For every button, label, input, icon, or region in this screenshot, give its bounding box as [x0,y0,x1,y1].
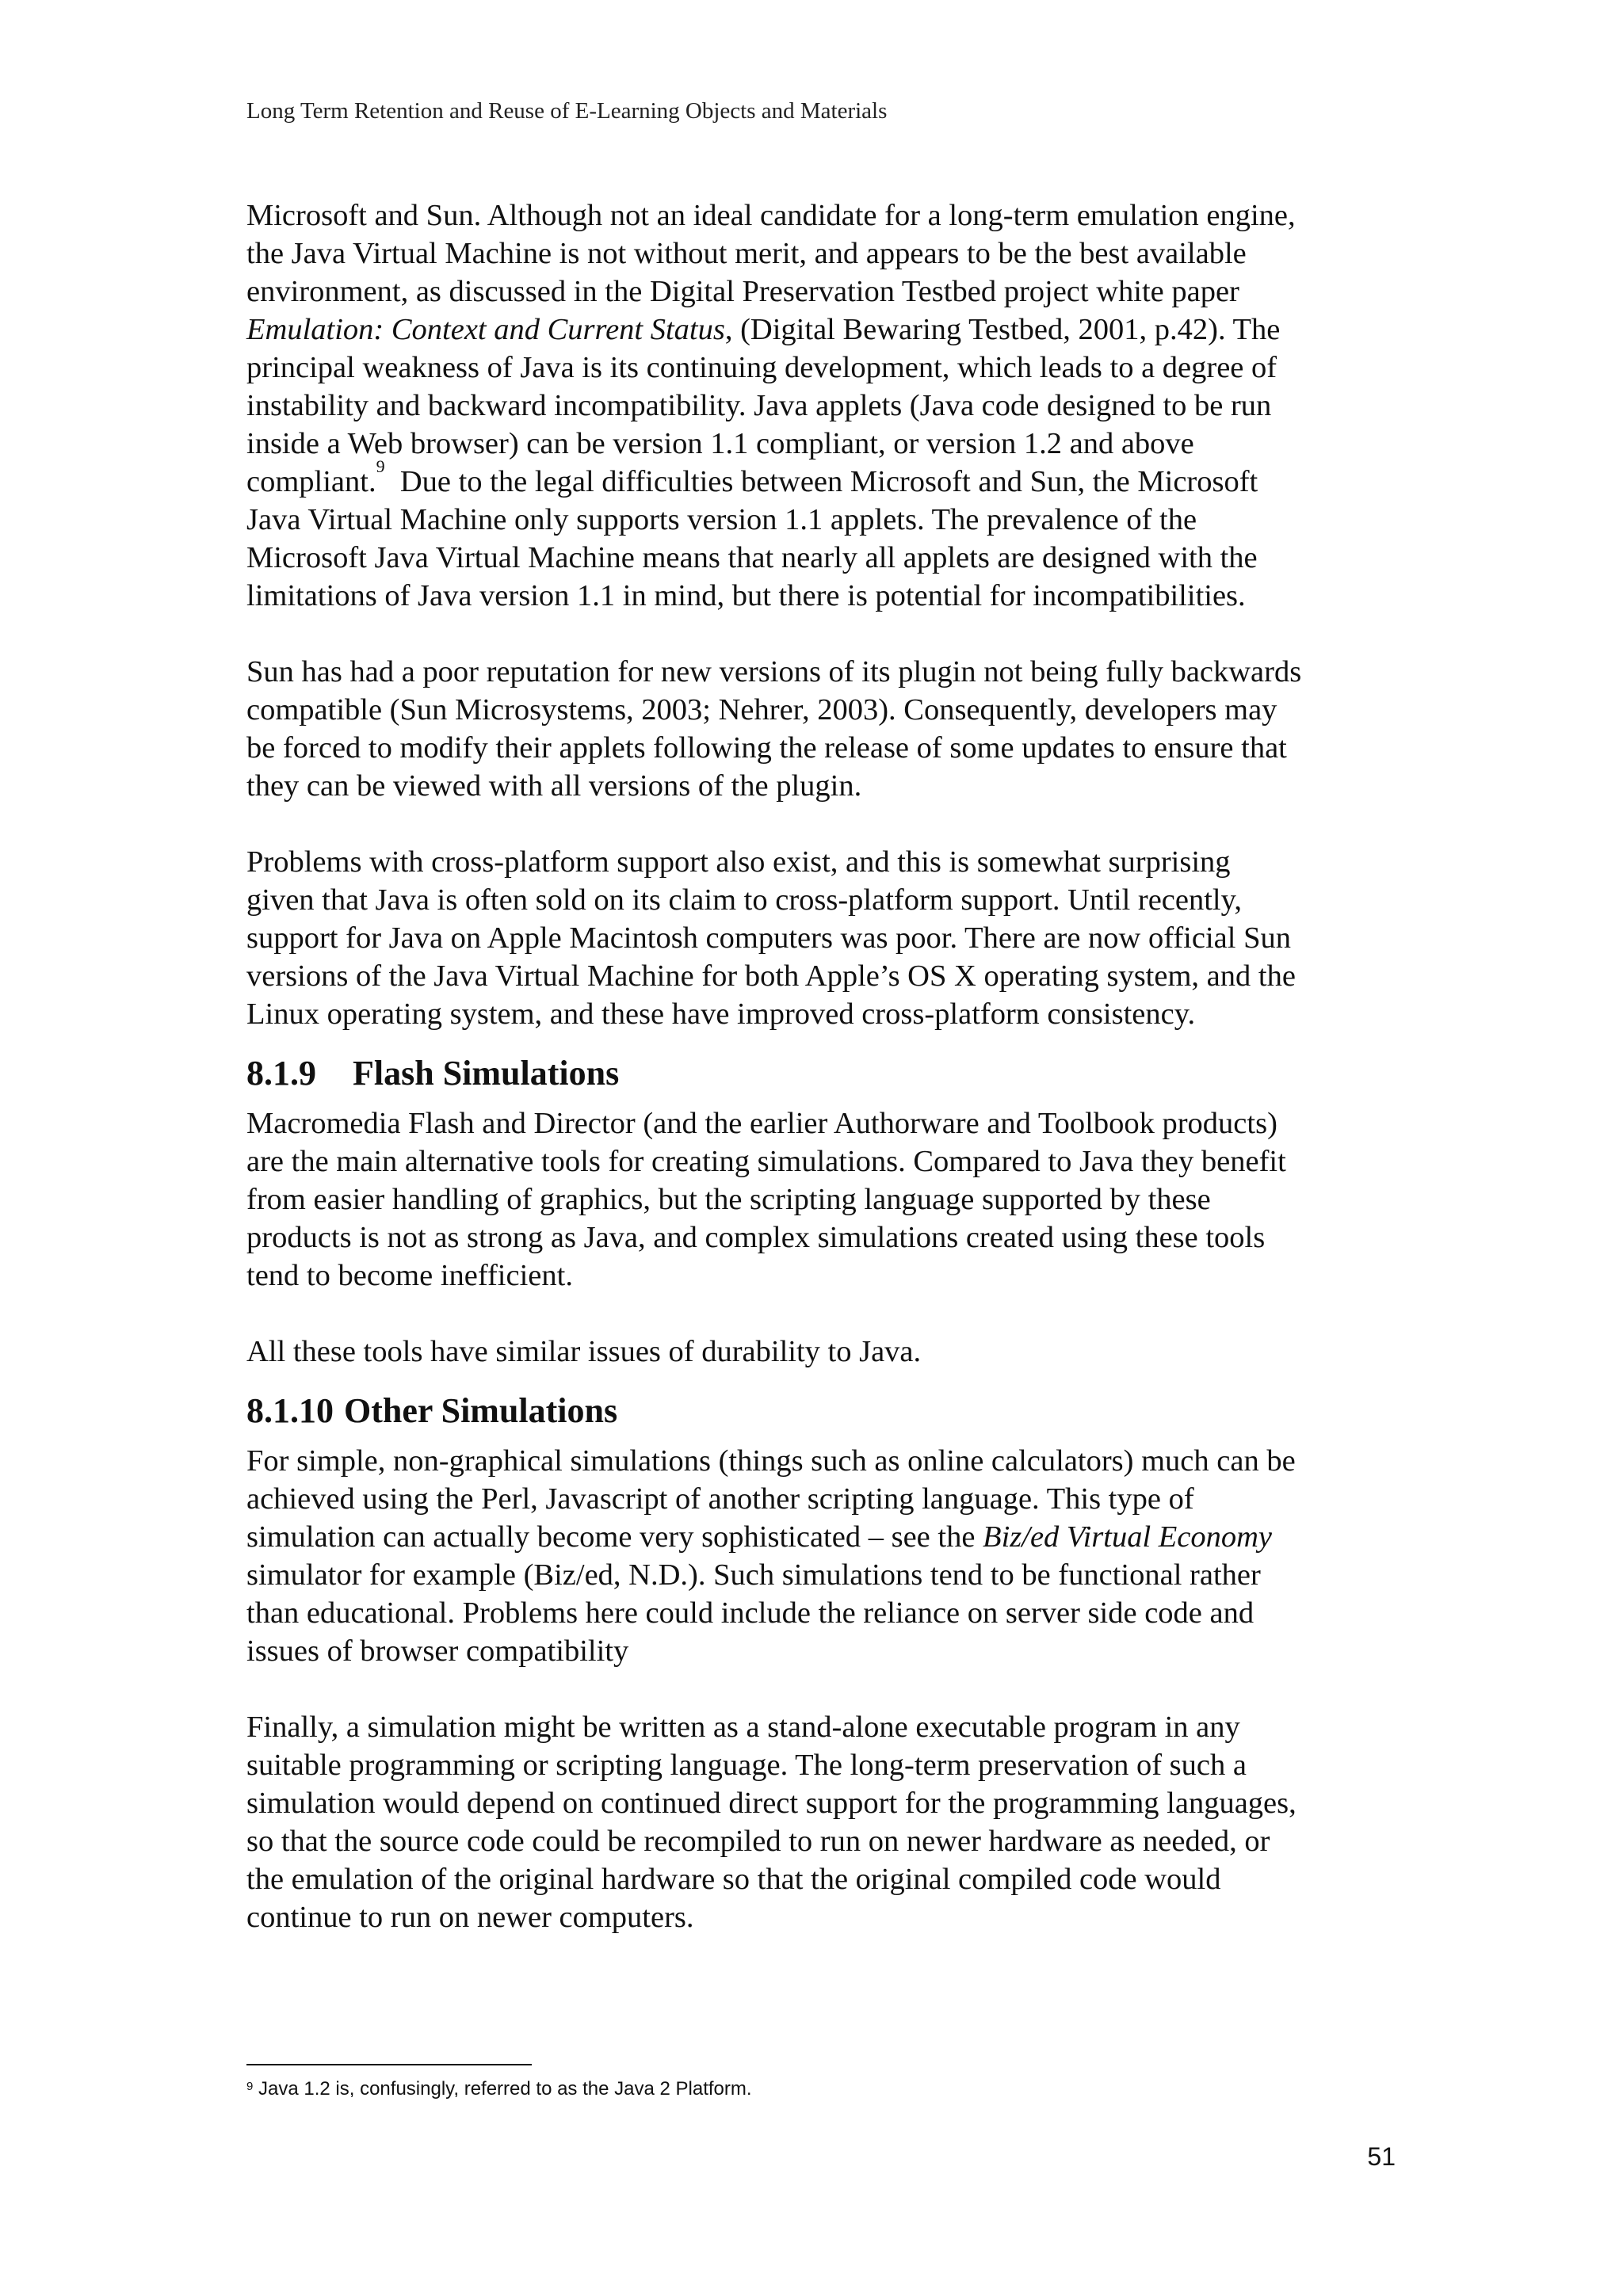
text-line: Problems with cross-platform support also exist, and this is somewhat surprising [246,845,1231,879]
text-line: suitable programming or scripting language. The long-term preservation of such a [246,1749,1247,1782]
section-heading-8-1-10 [246,1387,1396,1435]
text-line: Microsoft Java Virtual Machine means that nearly all applets are designed with the [246,541,1258,574]
text-line: from easier handling of graphics, but the scripting language supported by these [246,1183,1211,1216]
paragraph [246,843,1396,1033]
text-line: given that Java is often sold on its claim to cross-platform support. Until recently, [246,883,1242,917]
text-line: Java Virtual Machine only supports version 1.1 applets. The prevalence of the [246,503,1197,536]
text-line: compatible (Sun Microsystems, 2003; Nehrer, 2003). Consequently, developers may [246,693,1277,727]
text-line: achieved using the Perl, Javascript of another scripting language. This type of [246,1482,1194,1516]
section-number: 8.1.9 [246,1054,316,1093]
paragraph [246,196,1396,615]
text-line: environment, as discussed in the Digital Preservation Testbed project white paper [246,275,1239,308]
text-line [246,311,1396,349]
text-line: Linux operating system, and these have improved cross-platform consistency. [246,997,1196,1031]
paragraph [246,653,1396,805]
text-line: All these tools have similar issues of durability to Java. [246,1335,922,1368]
page-number: 51 [1367,2142,1396,2171]
text-line: limitations of Java version 1.1 in mind, but there is potential for incompatibilities. [246,579,1246,612]
text-line: products is not as strong as Java, and complex simulations created using these tools [246,1221,1266,1254]
paragraph [246,1708,1396,1936]
footnote-reference[interactable]: 9 [376,456,385,476]
text-fragment: simulation can actually become very sophisticated – see the [246,1520,983,1554]
text-line [246,456,1396,501]
text-fragment: compliant. [246,465,376,498]
text-line: support for Java on Apple Macintosh computers was poor. There are now official Sun [246,921,1291,955]
text-fragment: , (Digital Bewaring Testbed, 2001, p.42). The [724,313,1281,346]
text-line: Macromedia Flash and Director (and the earlier Authorware and Toolbook products) [246,1107,1277,1140]
footnote [246,2077,752,2101]
text-line: versions of the Java Virtual Machine for both Apple’s OS X operating system, and the [246,959,1296,993]
running-header: Long Term Retention and Reuse of E-Learning Objects and Materials [246,98,888,124]
text-line: they can be viewed with all versions of the plugin. [246,769,862,803]
text-line [246,1518,1396,1556]
text-line: Microsoft and Sun. Although not an ideal candidate for a long-term emulation engine, [246,199,1296,232]
text-line: instability and backward incompatibility. Java applets (Java code designed to be run [246,389,1272,422]
paragraph [246,1442,1396,1670]
text-line: be forced to modify their applets following the release of some updates to ensure that [246,731,1287,765]
text-line: inside a Web browser) can be version 1.1 compliant, or version 1.2 and above [246,427,1194,460]
text-line: tend to become inefficient. [246,1259,573,1292]
text-fragment: Due to the legal difficulties between Microsoft and Sun, the Microsoft [384,465,1258,498]
text-line: so that the source code could be recompiled to run on newer hardware as needed, or [246,1825,1270,1858]
footnote-text: Java 1.2 is, confusingly, referred to as the Java 2 Platform. [253,2078,752,2100]
text-line: Sun has had a poor reputation for new versions of its plugin not being fully backwards [246,655,1302,688]
text-line: For simple, non-graphical simulations (things such as online calculators) much can be [246,1444,1296,1478]
cited-title: Emulation: Context and Current Status [246,313,725,346]
text-line: simulator for example (Biz/ed, N.D.). Such simulations tend to be functional rather [246,1558,1261,1592]
footnote-separator [246,2064,532,2065]
text-line: issues of browser compatibility [246,1634,629,1668]
cited-title: Biz/ed Virtual Economy [983,1520,1273,1554]
text-line: are the main alternative tools for creating simulations. Compared to Java they benefit [246,1145,1286,1178]
paragraph [246,1333,1396,1371]
text-line: continue to run on newer computers. [246,1901,694,1934]
text-line: the emulation of the original hardware so that the original compiled code would [246,1863,1221,1896]
section-heading-8-1-9 [246,1050,1396,1097]
section-title: Flash Simulations [353,1054,620,1093]
text-line: than educational. Problems here could include the reliance on server side code and [246,1596,1254,1630]
footnote-marker: 9 [246,2080,254,2093]
text-line: principal weakness of Java is its continuing development, which leads to a degree of [246,351,1277,384]
section-number: 8.1.10 [246,1391,334,1430]
body-text [246,196,1396,1936]
section-title: Other Simulations [344,1391,618,1430]
text-line: the Java Virtual Machine is not without merit, and appears to be the best available [246,237,1247,270]
text-line: Finally, a simulation might be written as a stand-alone executable program in any [246,1711,1240,1744]
text-line: simulation would depend on continued direct support for the programming languages, [246,1787,1296,1820]
paragraph [246,1104,1396,1295]
